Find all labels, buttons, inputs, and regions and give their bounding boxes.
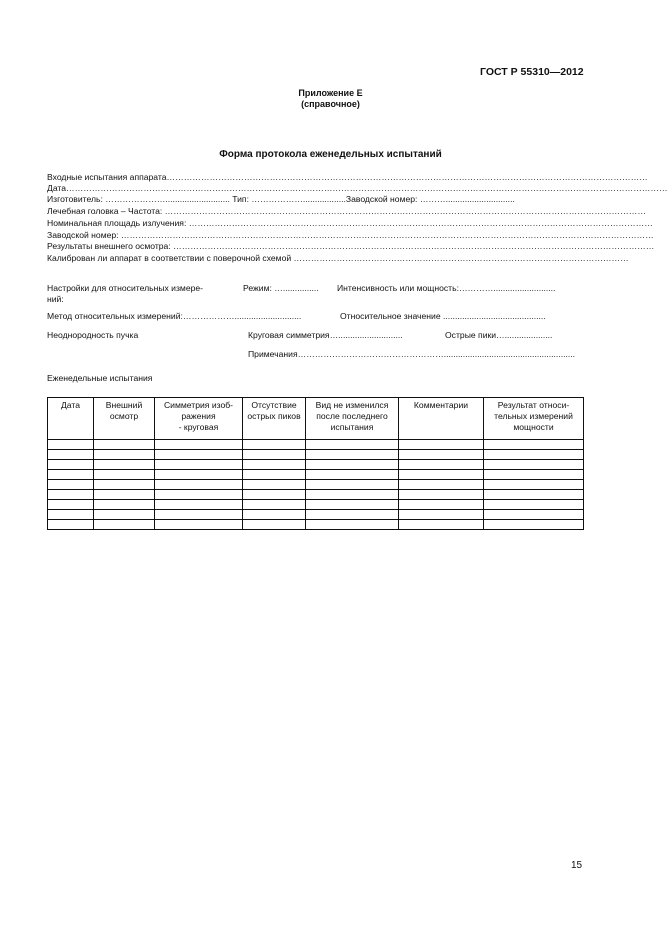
- table-cell[interactable]: [243, 500, 306, 510]
- table-cell[interactable]: [155, 520, 243, 530]
- table-cell[interactable]: [484, 510, 584, 520]
- table-cell[interactable]: [94, 440, 155, 450]
- table-cell[interactable]: [94, 490, 155, 500]
- col-header-date: [48, 398, 94, 440]
- table-cell[interactable]: [48, 500, 94, 510]
- table-cell[interactable]: [484, 450, 584, 460]
- table-cell[interactable]: [94, 500, 155, 510]
- weekly-tests-label: Еженедельные испытания: [47, 373, 153, 383]
- table-cell[interactable]: [48, 510, 94, 520]
- table-cell[interactable]: [243, 470, 306, 480]
- header-line: Симметрия изоб-: [163, 400, 234, 410]
- standard-number: ГОСТ Р 55310—2012: [480, 66, 584, 78]
- table-cell[interactable]: [155, 450, 243, 460]
- settings-label-line2: ний:: [47, 294, 64, 304]
- form-line-calibration: Калиброван ли аппарат в соответствии с поверочной схемой ………………………………………………………………………………………………………: [47, 253, 629, 263]
- table-cell[interactable]: [48, 470, 94, 480]
- form-line-serial-number: Заводской номер: ……………………………………………………………………………………………………………………………………………………………………: [47, 230, 654, 240]
- table-cell[interactable]: [243, 450, 306, 460]
- table-row: [48, 490, 584, 500]
- table-cell[interactable]: [484, 480, 584, 490]
- form-title: Форма протокола еженедельных испытаний: [219, 149, 442, 160]
- header-line: испытания: [330, 422, 374, 432]
- header-line: Дата: [60, 400, 81, 410]
- table-row: [48, 510, 584, 520]
- table-cell[interactable]: [399, 520, 484, 530]
- table-cell[interactable]: [155, 510, 243, 520]
- sharp-peaks-field: Острые пики…....................: [445, 330, 553, 340]
- form-line-head-frequency: Лечебная головка – Частота: ……………………………………………………………………………………………………………………………………………………: [47, 206, 646, 216]
- table-cell[interactable]: [155, 460, 243, 470]
- annex-title: Приложение Е: [298, 88, 363, 98]
- nonuniformity-label: Неоднородность пучка: [47, 330, 139, 340]
- table-cell[interactable]: [94, 510, 155, 520]
- table-cell[interactable]: [306, 440, 399, 450]
- table-cell[interactable]: [155, 470, 243, 480]
- annex-note: (справочное): [301, 99, 360, 109]
- relative-value-field: Относительное значение ...........................................: [340, 311, 546, 321]
- page-number: 15: [571, 860, 583, 871]
- table-cell[interactable]: [155, 440, 243, 450]
- header-line: ражения: [181, 411, 216, 421]
- header-line: острых пиков: [247, 411, 301, 421]
- table-cell[interactable]: [306, 500, 399, 510]
- table-row: [48, 500, 584, 510]
- form-line-manufacturer: Изготовитель: …………………........................... Тип: ………………..................Заводской номер: ……….............................: [47, 194, 515, 204]
- col-header-unchanged: [306, 398, 399, 440]
- circular-symmetry-field: Круговая симметрия…...........................: [248, 330, 403, 340]
- col-header-comments: [399, 398, 484, 440]
- form-line-radiation-area: Номинальная площадь излучения: ………………………………………………………………………………………………………………………………………………: [47, 218, 653, 228]
- intensity-field: Интенсивность или мощность:…………..........................: [337, 283, 556, 293]
- header-line: Отсутствие: [251, 400, 297, 410]
- table-cell[interactable]: [306, 460, 399, 470]
- table-cell[interactable]: [484, 460, 584, 470]
- table-cell[interactable]: [484, 490, 584, 500]
- table-cell[interactable]: [48, 450, 94, 460]
- table-cell[interactable]: [399, 440, 484, 450]
- table-cell[interactable]: [48, 490, 94, 500]
- table-cell[interactable]: [484, 470, 584, 480]
- header-line: Вид не изменился: [315, 400, 389, 410]
- table-cell[interactable]: [94, 460, 155, 470]
- table-cell[interactable]: [243, 440, 306, 450]
- table-cell[interactable]: [306, 480, 399, 490]
- table-cell[interactable]: [306, 470, 399, 480]
- table-cell[interactable]: [306, 450, 399, 460]
- table-cell[interactable]: [48, 440, 94, 450]
- table-cell[interactable]: [48, 520, 94, 530]
- col-header-result: [484, 398, 584, 440]
- header-line: - круговая: [178, 422, 219, 432]
- table-row: [48, 450, 584, 460]
- table-cell[interactable]: [399, 510, 484, 520]
- table-cell[interactable]: [48, 480, 94, 490]
- table-header-row: [48, 398, 584, 440]
- table-cell[interactable]: [306, 520, 399, 530]
- table-cell[interactable]: [399, 500, 484, 510]
- table-cell[interactable]: [306, 490, 399, 500]
- table-cell[interactable]: [155, 490, 243, 500]
- table-cell[interactable]: [48, 460, 94, 470]
- col-header-inspection: [94, 398, 155, 440]
- table-row: [48, 480, 584, 490]
- table-cell[interactable]: [484, 520, 584, 530]
- table-cell[interactable]: [243, 490, 306, 500]
- table-cell[interactable]: [306, 510, 399, 520]
- header-line: тельных измерений: [494, 411, 573, 421]
- table-cell[interactable]: [243, 510, 306, 520]
- header-line: Результат относи-: [497, 400, 570, 410]
- form-line-inspection-results: Результаты внешнего осмотра: ……………………………………………………………………………………………………………………………………………………: [47, 241, 655, 251]
- header-line: осмотр: [109, 411, 139, 421]
- weekly-tests-table: [47, 397, 584, 530]
- col-header-symmetry: [155, 398, 243, 440]
- table-cell[interactable]: [155, 480, 243, 490]
- table-cell[interactable]: [399, 460, 484, 470]
- form-line-input-tests: Входные испытания аппарата……………………………………………………………………………………………………………………………………………………: [47, 172, 648, 182]
- table-cell[interactable]: [243, 480, 306, 490]
- col-header-sharp-peaks: [243, 398, 306, 440]
- table-cell[interactable]: [155, 500, 243, 510]
- table-cell[interactable]: [484, 440, 584, 450]
- table-row: [48, 460, 584, 470]
- table-cell[interactable]: [94, 480, 155, 490]
- mode-field: Режим: …...............: [243, 283, 319, 293]
- table-row: [48, 470, 584, 480]
- header-line: Комментарии: [413, 400, 469, 410]
- table-cell[interactable]: [399, 470, 484, 480]
- table-cell[interactable]: [399, 450, 484, 460]
- table-cell[interactable]: [243, 460, 306, 470]
- table-cell[interactable]: [484, 500, 584, 510]
- table-cell[interactable]: [399, 490, 484, 500]
- table-row: [48, 440, 584, 450]
- table-cell[interactable]: [243, 520, 306, 530]
- table-cell[interactable]: [94, 520, 155, 530]
- table-cell[interactable]: [399, 480, 484, 490]
- table-row: [48, 520, 584, 530]
- table-cell[interactable]: [94, 450, 155, 460]
- settings-label-line1: Настройки для относительных измере-: [47, 283, 204, 293]
- header-line: после последнего: [316, 411, 388, 421]
- header-line: Внешний: [105, 400, 143, 410]
- notes-field: Примечания…………………………………………….......................................................: [248, 349, 576, 359]
- table-cell[interactable]: [94, 470, 155, 480]
- header-line: мощности: [513, 422, 554, 432]
- method-field: Метод относительных измерений:………………............................: [47, 311, 302, 321]
- form-line-date: Дата…………………………………………………………………………………………………………………………………………………………………………………………: [47, 183, 668, 193]
